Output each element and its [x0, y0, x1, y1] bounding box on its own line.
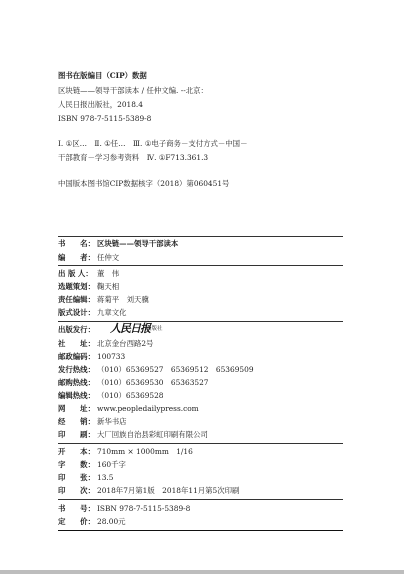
- planning-value: 鞠天相: [97, 282, 120, 291]
- resp-editor-label: 责任编辑：: [58, 295, 95, 304]
- publisher-logo-text: 人民日报: [110, 322, 150, 335]
- title-label: 书 名：: [58, 239, 95, 248]
- design-label: 版式设计：: [58, 308, 95, 317]
- cip-class-line-1: Ⅰ. ①区… Ⅱ. ①任… Ⅲ. ①电子商务－支付方式－中国－: [58, 139, 248, 148]
- sales-phone-label: 发行热线：: [58, 365, 95, 374]
- planning-label: 选题策划：: [58, 282, 95, 291]
- edit-phone-label: 编辑热线：: [58, 391, 95, 400]
- cip-record: 中国版本图书馆CIP数据核字（2018）第060451号: [58, 179, 230, 188]
- address-label: 社 址：: [58, 339, 95, 348]
- words-label: 字 数：: [58, 460, 95, 469]
- format-label: 开 本：: [58, 447, 95, 456]
- printer-label: 印 刷：: [58, 430, 95, 439]
- editor-value: 任仲文: [97, 253, 120, 262]
- divider-5: [58, 499, 343, 500]
- editor-label: 编 者：: [58, 253, 95, 262]
- price-label: 定 价：: [58, 517, 95, 526]
- postcode-value: 100733: [97, 352, 126, 361]
- sales-phone-value: （010）65369527 65369512 65369509: [97, 365, 254, 374]
- sales-label: 经 销：: [58, 417, 95, 426]
- words-value: 160千字: [97, 460, 126, 469]
- cip-class-line-2: 干部教育－学习参考资料 Ⅳ. ①F713.361.3: [58, 153, 209, 162]
- price-value: 28.00元: [97, 517, 126, 526]
- divider-3: [58, 321, 343, 322]
- publisher-person-value: 董 伟: [97, 269, 120, 278]
- cip-heading: 图书在版编目（CIP）数据: [58, 71, 147, 80]
- website-label: 网 址：: [58, 404, 95, 413]
- impression-label: 印 次：: [58, 486, 95, 495]
- edit-phone-value: （010）65369528: [97, 391, 164, 400]
- address-value: 北京金台西路2号: [97, 339, 154, 348]
- isbn-value: ISBN 978-7-5115-5389-8: [97, 504, 191, 513]
- postcode-label: 邮政编码：: [58, 352, 95, 361]
- format-value: 710mm × 1000mm 1/16: [97, 447, 193, 456]
- printer-value: 大厂回族自治县彩虹印刷有限公司: [97, 430, 208, 439]
- mail-phone-value: （010）65369530 65363527: [97, 378, 209, 387]
- divider-top: [58, 236, 343, 237]
- distributor-label: 出版发行：: [58, 325, 95, 334]
- impression-value: 2018年7月第1版 2018年11月第5次印刷: [97, 486, 240, 495]
- mail-phone-label: 邮购热线：: [58, 378, 95, 387]
- cip-line-3: ISBN 978-7-5115-5389-8: [58, 114, 152, 123]
- website-value: www.peopledailypress.com: [97, 404, 199, 413]
- divider-bottom: [58, 530, 343, 531]
- title-value: 区块链——领导干部读本: [97, 239, 179, 248]
- divider-4: [58, 443, 343, 444]
- design-value: 九章文化: [97, 308, 127, 317]
- divider-2: [58, 265, 343, 266]
- page-bottom-edge: [0, 570, 404, 574]
- sheets-value: 13.5: [97, 473, 114, 482]
- cip-line-2: 人民日报出版社，2018.4: [58, 100, 143, 109]
- publisher-logo-suffix: 出版社: [146, 326, 163, 332]
- cip-line-1: 区块链——领导干部读本 / 任仲文编. --北京：: [58, 86, 208, 95]
- resp-editor-value: 蒋菊平 刘天骥: [97, 295, 149, 304]
- isbn-label: 书 号：: [58, 504, 95, 513]
- sheets-label: 印 张：: [58, 473, 95, 482]
- publisher-person-label: 出 版 人：: [58, 269, 93, 278]
- sales-value: 新华书店: [97, 417, 127, 426]
